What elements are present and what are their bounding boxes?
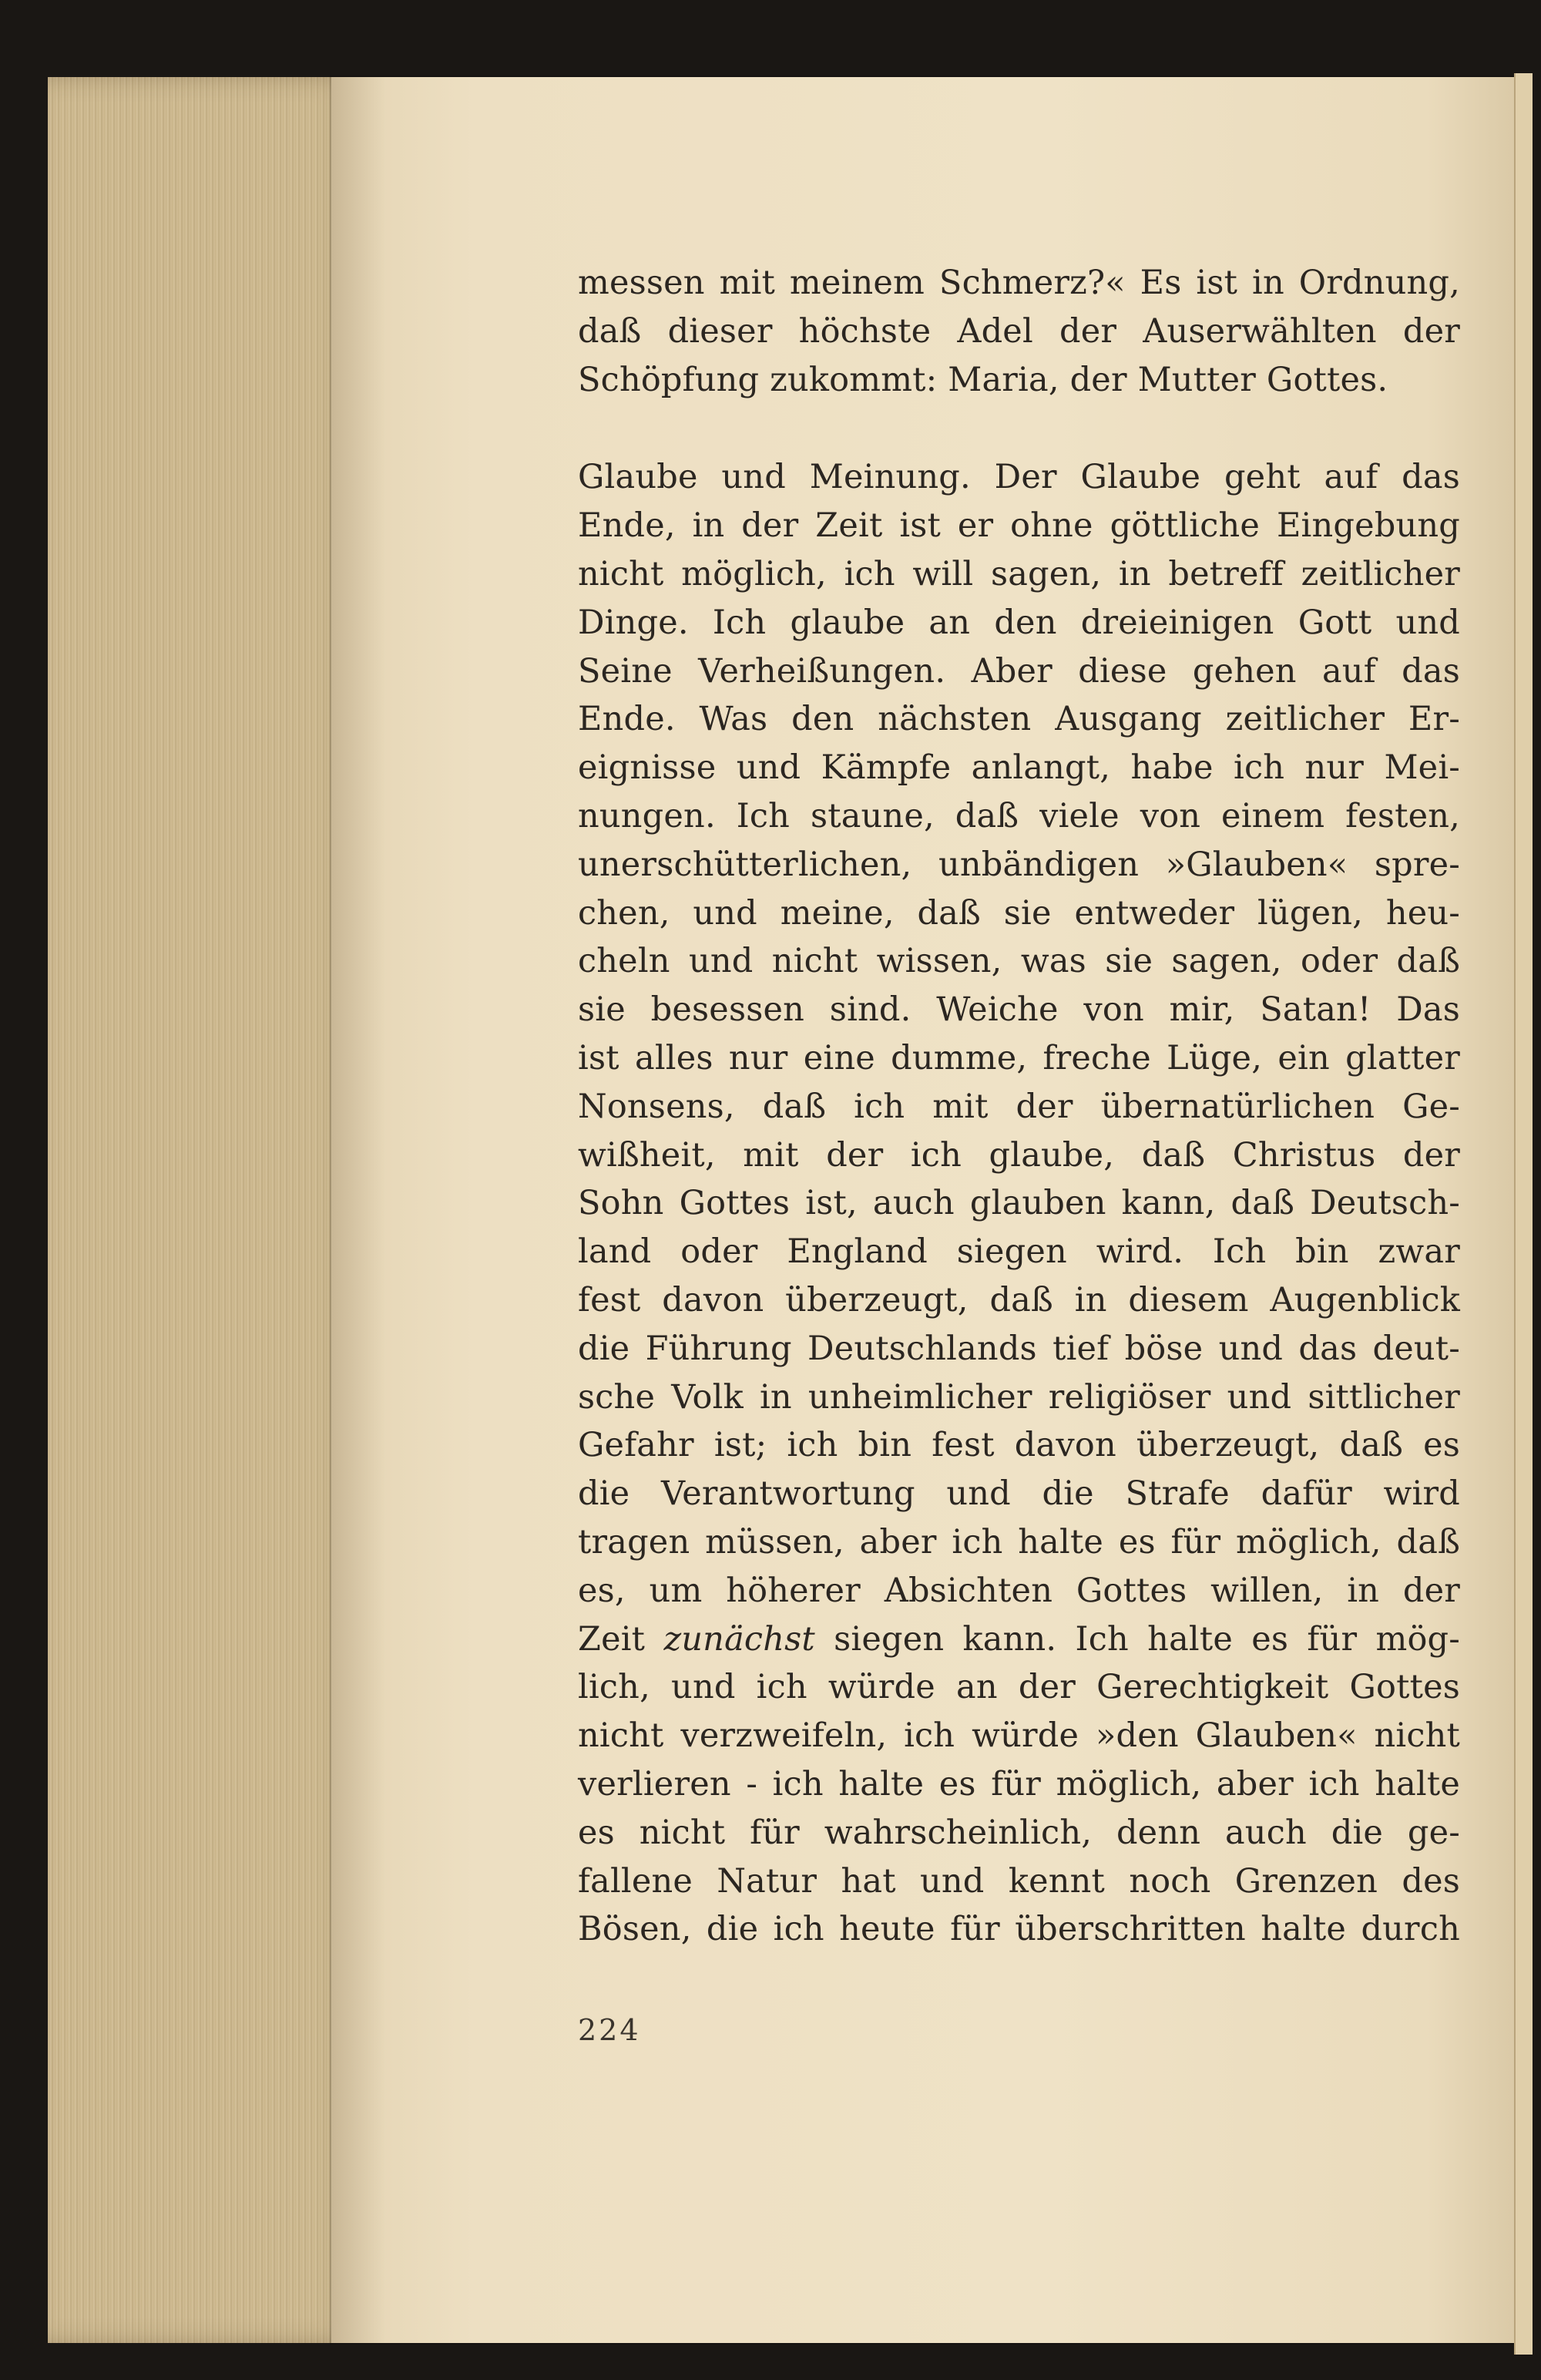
text-line: ist alles nur eine dumme, freche Lüge, ein glatter bbox=[578, 1038, 1460, 1077]
text-line: Sohn Gottes ist, auch glauben kann, daß Deutsch- bbox=[578, 1184, 1460, 1223]
text-line-with-italic bbox=[578, 1615, 1460, 1664]
text-line: Gefahr ist; ich bin fest davon überzeugt, daß es bbox=[578, 1426, 1460, 1465]
text-line: land oder England siegen wird. Ich bin zwar bbox=[578, 1232, 1460, 1272]
text-line: tragen müssen, aber ich halte es für möglich, daß bbox=[578, 1522, 1460, 1561]
page-right-edge bbox=[1514, 73, 1533, 2355]
text-fragment: Zeit bbox=[578, 1619, 664, 1659]
text-line: Ende. Was den nächsten Ausgang zeitlicher Er- bbox=[578, 700, 1460, 739]
text-line: nungen. Ich staune, daß viele von einem festen, bbox=[578, 796, 1460, 835]
text-line: Glaube und Meinung. Der Glaube geht auf das bbox=[578, 458, 1460, 497]
gutter-shadow bbox=[331, 77, 385, 2343]
text-fragment: siegen kann. Ich halte es für mög- bbox=[814, 1619, 1460, 1659]
body-text bbox=[578, 259, 1460, 1954]
paragraph-gap bbox=[578, 404, 1460, 453]
page-number: 224 bbox=[578, 2013, 641, 2047]
text-line: Dinge. Ich glaube an den dreieinigen Gott und bbox=[578, 603, 1460, 642]
text-line: cheln und nicht wissen, was sie sagen, oder daß bbox=[578, 942, 1460, 981]
text-line: es nicht für wahrscheinlich, denn auch die ge- bbox=[578, 1813, 1460, 1852]
text-line: lich, und ich würde an der Gerechtigkeit Gottes bbox=[578, 1668, 1460, 1707]
text-line: fallene Natur hat und kennt noch Grenzen des bbox=[578, 1861, 1460, 1901]
text-line: nicht möglich, ich will sagen, in betreff zeitlicher bbox=[578, 554, 1460, 593]
text-line: messen mit meinem Schmerz?« Es ist in Ordnung, bbox=[578, 264, 1460, 302]
text-line: daß dieser höchste Adel der Auserwählten der bbox=[578, 311, 1460, 351]
text-line: eignisse und Kämpfe anlangt, habe ich nur Mei- bbox=[578, 748, 1460, 788]
text-line: fest davon überzeugt, daß in diesem Augenblick bbox=[578, 1280, 1460, 1319]
text-line: Bösen, die ich heute für überschritten halte durch bbox=[578, 1910, 1460, 1949]
text-line: Seine Verheißungen. Aber diese gehen auf das bbox=[578, 651, 1460, 691]
text-line: sche Volk in unheimlicher religiöser und sittlicher bbox=[578, 1377, 1460, 1417]
text-line: die Führung Deutschlands tief böse und das deut- bbox=[578, 1329, 1460, 1368]
page-edges-stack bbox=[48, 77, 356, 2343]
text-line: verlieren - ich halte es für möglich, aber ich halte bbox=[578, 1764, 1460, 1803]
text-line: chen, und meine, daß sie entweder lügen, heu- bbox=[578, 893, 1460, 933]
text-line: es, um höherer Absichten Gottes willen, in der bbox=[578, 1571, 1460, 1610]
text-line: nicht verzweifeln, ich würde »den Glauben« nicht bbox=[578, 1716, 1460, 1756]
text-line: unerschütterlichen, unbändigen »Glauben« spre- bbox=[578, 845, 1460, 884]
text-line: sie besessen sind. Weiche von mir, Satan! Das bbox=[578, 990, 1460, 1030]
text-line: die Verantwortung und die Strafe dafür wird bbox=[578, 1474, 1460, 1514]
italic-word: zunächst bbox=[663, 1619, 815, 1659]
text-line: Ende, in der Zeit ist er ohne göttliche Eingebung bbox=[578, 506, 1460, 546]
text-line: Nonsens, daß ich mit der übernatürlichen Ge- bbox=[578, 1087, 1460, 1126]
text-line: Schöpfung zukommt: Maria, der Mutter Gottes. bbox=[578, 360, 1388, 399]
text-line: wißheit, mit der ich glaube, daß Christus der bbox=[578, 1135, 1460, 1175]
